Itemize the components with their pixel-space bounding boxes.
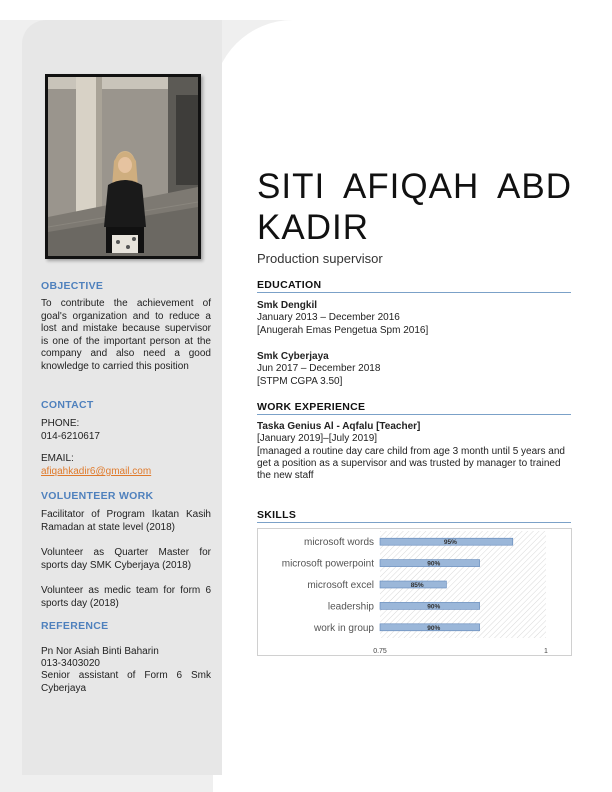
education-entry <box>257 300 572 337</box>
work-entry <box>257 421 572 482</box>
chart-category-label: microsoft words <box>303 537 374 549</box>
job-title: Production supervisor <box>257 251 383 266</box>
profile-photo-illustration <box>48 77 198 256</box>
work-heading: WORK EXPERIENCE <box>257 401 571 415</box>
reference-phone: 013-3403020 <box>41 658 100 669</box>
skills-chart <box>257 528 572 656</box>
chart-data-label: 95% <box>443 539 457 547</box>
school-name: Smk Cyberjaya <box>257 351 329 362</box>
name-word: ABD <box>497 167 572 206</box>
work-dates: [January 2019]–[July 2019] <box>257 433 378 445</box>
profile-photo <box>45 74 201 259</box>
chart-category-label: leadership <box>327 601 374 613</box>
name-line-2: KADIR <box>257 208 369 247</box>
chart-data-label: 90% <box>427 624 441 632</box>
volunteer-item: Volunteer as Quarter Master for sports day SMK Cyberjaya (2018) <box>41 547 211 571</box>
phone-value: 014-6210617 <box>41 431 100 442</box>
volunteer-item: Facilitator of Program Ikatan Kasih Ramadan at state level (2018) <box>41 509 211 533</box>
school-name: Smk Dengkil <box>257 300 318 311</box>
contact-heading: CONTACT <box>41 399 94 411</box>
reference-name: Pn Nor Asiah Binti Baharin <box>41 646 159 657</box>
education-note: [STPM CGPA 3.50] <box>257 375 343 387</box>
employer: Taska Genius Al - Aqfalu [Teacher] <box>257 421 421 432</box>
candidate-name <box>257 166 572 248</box>
education-heading: EDUCATION <box>257 279 571 293</box>
objective-text: To contribute the achievement of goal's organization and to reduce a lost and mistake because supervisor is one of the important person at the company and also need a good knowledge to carried this position <box>41 298 211 372</box>
chart-data-label: 85% <box>410 582 424 589</box>
name-word: AFIQAH <box>342 167 480 206</box>
reference-heading: REFERENCE <box>41 620 109 632</box>
reference-role: Senior assistant of Form 6 Smk Cyberjaya <box>41 670 211 694</box>
skills-chart-svg <box>258 529 571 655</box>
skills-heading: SKILLS <box>257 509 571 523</box>
education-dates: January 2013 – December 2016 <box>257 312 400 324</box>
education-entry <box>257 351 572 388</box>
name-word: SITI <box>257 167 326 206</box>
phone-label: PHONE: <box>41 418 80 429</box>
chart-category-label: microsoft powerpoint <box>281 558 374 570</box>
chart-data-label: 90% <box>427 560 441 568</box>
chart-category-label: microsoft excel <box>307 580 374 591</box>
email-link[interactable]: afiqahkadir6@gmail.com <box>41 466 152 477</box>
volunteer-item: Volunteer as medic team for form 6 sports day (2018) <box>41 585 211 609</box>
work-description: [managed a routine day care child from age 3 month until 5 years and get a position as a supervisor and was trusted by manager to trained the new staff <box>257 445 565 482</box>
chart-x-tick-label: 0.75 <box>373 648 387 655</box>
chart-category-label: work in group <box>313 622 374 634</box>
email-label: EMAIL: <box>41 453 74 464</box>
volunteer-heading: VOLUENTEER WORK <box>41 490 154 502</box>
education-note: [Anugerah Emas Pengetua Spm 2016] <box>257 324 429 336</box>
chart-data-label: 90% <box>427 603 441 611</box>
education-dates: Jun 2017 – December 2018 <box>257 363 381 375</box>
objective-heading: OBJECTIVE <box>41 280 104 292</box>
chart-x-tick-label: 1 <box>544 648 548 655</box>
